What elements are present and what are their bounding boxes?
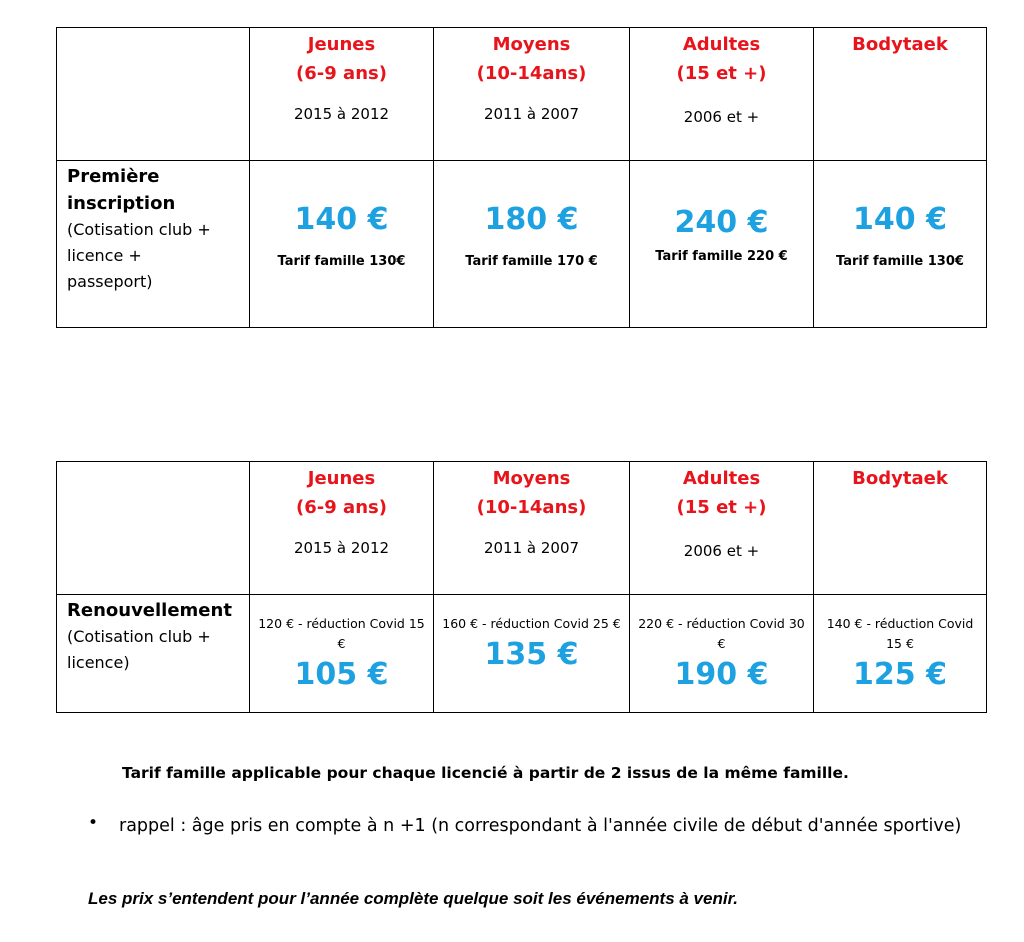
price-cell-adultes	[630, 161, 814, 328]
price-value: 140 €	[853, 202, 947, 237]
bullet-marker: •	[88, 813, 99, 833]
reduction-text: 140 € - réduction Covid 15 €	[826, 616, 974, 651]
category-header-row	[57, 462, 987, 595]
renewal-label: Renouvellement (Cotisation club + licence)	[57, 595, 250, 713]
family-rate: Tarif famille 220 €	[655, 249, 788, 264]
price-value: 125 €	[853, 657, 947, 692]
category-moyens: Moyens (10-14ans) 2011 à 2007	[434, 462, 630, 595]
price-value: 190 €	[674, 657, 769, 692]
category-bodytaek: Bodytaek	[814, 462, 987, 595]
price-value: 135 €	[484, 637, 579, 672]
age-reminder-note: rappel : âge pris en compte à n +1 (n correspondant à l'année civile de début d'année sportive)	[119, 816, 962, 836]
family-rate-note: Tarif famille applicable pour chaque licencié à partir de 2 issus de la même famille.	[122, 764, 849, 782]
category-adultes: Adultes (15 et +) 2006 et +	[630, 28, 814, 161]
family-rate: Tarif famille 130€	[836, 254, 964, 269]
category-bodytaek: Bodytaek	[814, 28, 987, 161]
empty-corner-cell	[57, 28, 250, 161]
category-jeunes: Jeunes (6-9 ans) 2015 à 2012	[250, 28, 434, 161]
price-cell-bodytaek	[814, 161, 987, 328]
renewal-row	[57, 595, 987, 713]
renewal-cell-moyens	[434, 595, 630, 713]
price-value: 105 €	[294, 657, 389, 692]
reduction-text: 160 € - réduction Covid 25 €	[442, 616, 621, 631]
price-value: 140 €	[294, 202, 389, 237]
category-adultes: Adultes (15 et +) 2006 et +	[630, 462, 814, 595]
empty-corner-cell	[57, 462, 250, 595]
price-value: 180 €	[484, 202, 579, 237]
price-cell-moyens	[434, 161, 630, 328]
price-cell-jeunes	[250, 161, 434, 328]
renewal-table	[56, 461, 987, 713]
first-registration-row	[57, 161, 987, 328]
reduction-text: 220 € - réduction Covid 30 €	[638, 616, 805, 651]
category-moyens: Moyens (10-14ans) 2011 à 2007	[434, 28, 630, 161]
category-jeunes: Jeunes (6-9 ans) 2015 à 2012	[250, 462, 434, 595]
renewal-cell-adultes	[630, 595, 814, 713]
first-registration-table	[56, 27, 987, 328]
price-value: 240 €	[674, 205, 769, 240]
renewal-cell-bodytaek	[814, 595, 987, 713]
reduction-text: 120 € - réduction Covid 15 €	[258, 616, 425, 651]
category-header-row	[57, 28, 987, 161]
family-rate: Tarif famille 170 €	[465, 254, 598, 269]
family-rate: Tarif famille 130€	[277, 254, 406, 269]
renewal-cell-jeunes	[250, 595, 434, 713]
first-registration-label: Première inscription (Cotisation club + licence + passeport)	[57, 161, 250, 328]
footer-note: Les prix s’entendent pour l’année complète quelque soit les événements à venir.	[88, 889, 738, 908]
